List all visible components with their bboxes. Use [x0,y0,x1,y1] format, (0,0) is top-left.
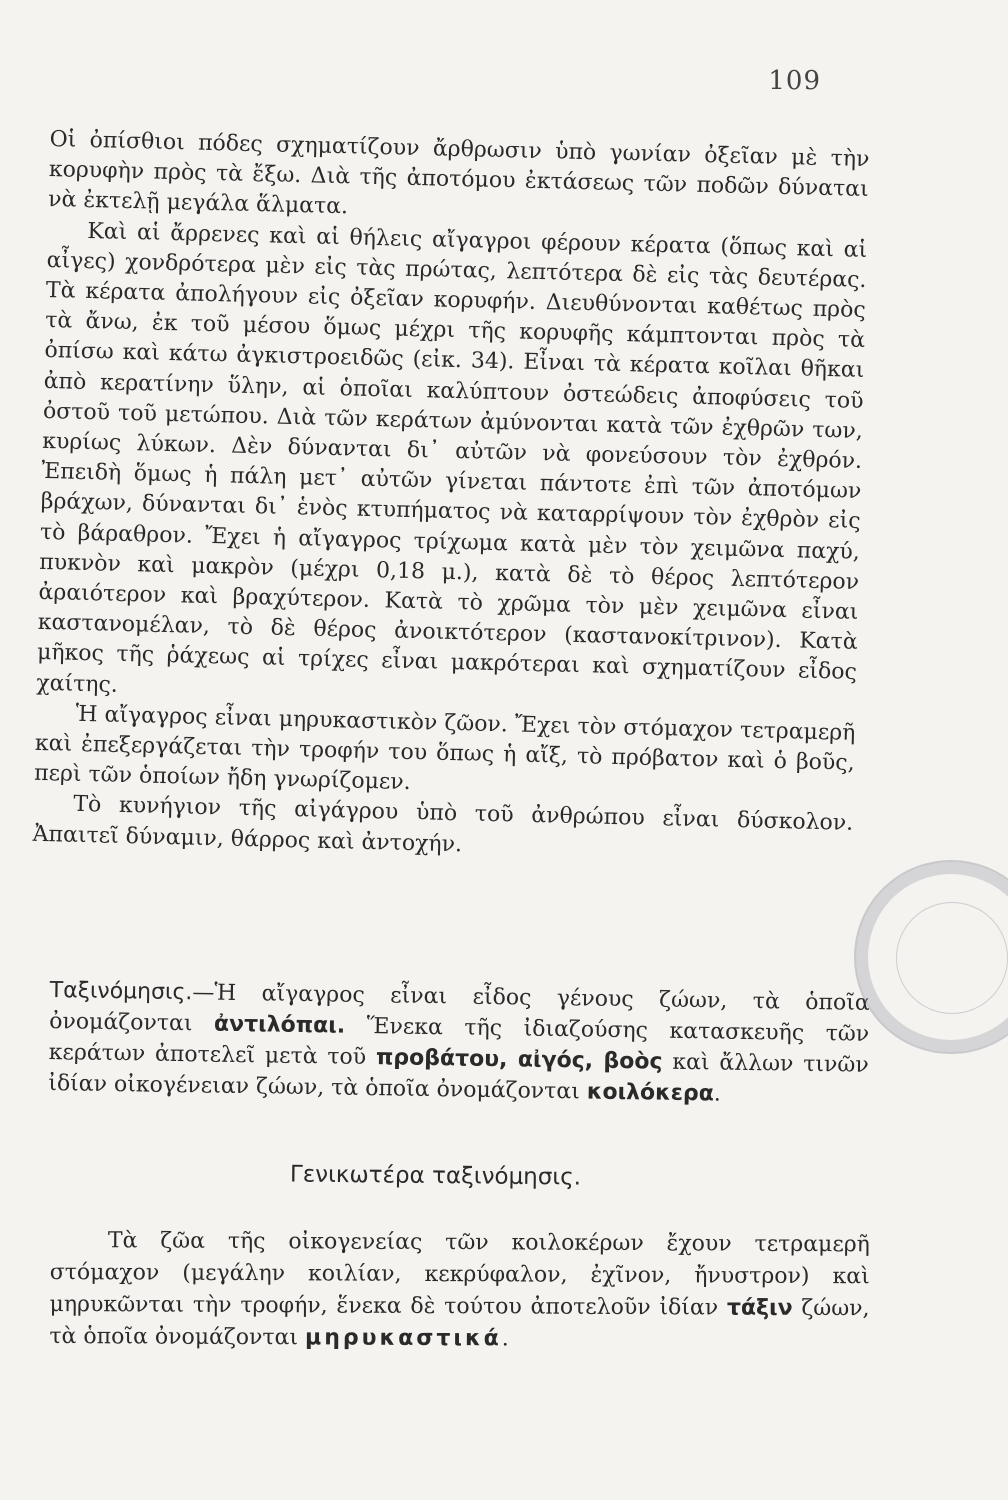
taxonomy-text-4: . [713,1081,722,1107]
term-antilopai: ἀντιλόπαι. [213,1011,346,1039]
taxonomy-block [48,975,870,1112]
taxonomy-text-3: καὶ ἄλλων τινῶν ἰδίαν οἰκογένειαν ζώων, τὰ ὁποῖα ὀνομάζονται [48,1049,869,1105]
general-text-3: . [501,1326,509,1352]
paragraph-horns: Καὶ αἱ ἄρρενες καὶ αἱ θήλεις αἴγαγροι φέρουν κέρατα (ὅπως καὶ αἱ αἶγες) χονδρότερα μὲν εἰς τὰς πρώτας, λεπτότερα δὲ εἰς τὰς δευτέρας. Τὰ κέρατα ἀπολήγουν εἰς ὀξεῖαν κορυφήν. Διευθύνονται καθέτως πρὸς τὰ ἄνω, ἐκ τοῦ μέσου ὅμως μέχρι τῆς κορυφῆς κάμπτονται πρὸς τὰ ὀπίσω καὶ κάτω ἀγκιστροειδῶς (εἰκ. 34). Εἶναι τὰ κέρατα κοῖλαι θῆκαι ἀπὸ κερατίνην ὕλην, αἱ ὁποῖαι καλύπτουν ὀστεώδεις ἀποφύσεις τοῦ ὀστοῦ τοῦ μετώπου. Διὰ τῶν κεράτων ἀμύνονται κατὰ τῶν ἐχθρῶν των, κυρίως λύκων. Δὲν δύνανται δι᾿ αὐτῶν νὰ φονεύσουν τὸν ἐχθρόν. Ἐπειδὴ ὅμως ἡ πάλη μετ᾿ αὐτῶν γίνεται πάντοτε ἐπὶ τῶν ἀποτόμων βράχων, δύνανται δι᾿ ἑνὸς κτυπήματος νὰ καταρρίψουν τὸν ἐχθρὸν εἰς τὸ βάραθρον. Ἔχει ἡ αἴγαγρος τρίχωμα κατὰ μὲν τὸν χειμῶνα παχύ, πυκνὸν καὶ μακρὸν (μέχρι 0,18 μ.), κατὰ δὲ τὸ θέρος λεπτότερον ἀραιότερον καὶ βραχύτερον. Κατὰ τὸ χρῶμα τὸν μὲν χειμῶνα εἶναι καστανομέλαν, τὸ δὲ θέρος ἀνοικτότερον (καστανοκίτρινον). Κατὰ μῆκος τῆς ῥάχεως αἱ τρίχες εἶναι μακρότεραι καὶ σχηματίζουν εἶδος χαίτης. [36,218,868,698]
term-koilokera: κοιλόκερα [586,1079,715,1107]
section-title: Γενικωτέρα ταξινόμησις. [289,1161,582,1191]
paragraph-ruminant: Ἡ αἴγαγρος εἶναι μηρυκαστικὸν ζῶον. Ἔχει τὸν στόμαχον τετραμερῆ καὶ ἐπεξεργάζεται τὴν τροφήν του ὅπως ἡ αἴξ, τὸ πρόβατον καὶ ὁ βοῦς, περὶ τῶν ὁποίων ἤδη γνωρίζομεν. [33,701,856,796]
stamp-inner-ring-icon [896,902,1008,1014]
taxonomy-text-2: Ἕνεκα τῆς ἰδιαζούσης κατασκευῆς τῶν κεράτων ἀποτελεῖ μετὰ τοῦ [48,1013,870,1071]
general-text-1: Τὰ ζῶα τῆς οἰκογενείας τῶν κοιλοκέρων ἔχουν τετραμερῆ στόμαχον (μεγάλην κοιλίαν, κεκρύφαλον, ἐχῖνον, ἤνυστρον) καὶ μηρυκῶνται τὴν τροφήν, ἕνεκα δὲ τούτου ἀποτελοῦν ἰδίαν [49,1228,870,1321]
taxonomy-text-1: —Ἡ αἴγαγρος εἶναι εἶδος γένους ζώων, τὰ ὁποῖα ὀνομάζονται [49,980,870,1037]
taxonomy-paragraph [48,975,870,1112]
main-text-block [32,125,869,870]
term-mirykastika: μηρυκαστικά [305,1325,502,1352]
taxonomy-heading: Ταξινόμησις. [49,977,193,1006]
library-stamp-icon [854,860,1008,1054]
term-probatou: προβάτου, αἰγός, βοὸς [375,1045,663,1075]
general-text-2: ζώων, τὰ ὁποῖα ὀνομάζονται [49,1295,870,1351]
general-taxonomy-block [49,1225,870,1357]
paragraph-hunting: Τὸ κυνήγιον τῆς αἰγάγρου ὑπὸ τοῦ ἀνθρώπου εἶναι δύσκολον. Ἀπαιτεῖ δύναμιν, θάρρος καὶ ἀντοχήν. [32,792,854,857]
term-taxin: τάξιν [726,1295,793,1321]
general-taxonomy-paragraph [49,1225,870,1357]
page-number: 109 [768,66,821,96]
paragraph-hind-legs: Οἱ ὀπίσθιοι πόδες σχηματίζουν ἄρθρωσιν ὑπὸ γωνίαν ὀξεῖαν μὲ τὴν κορυφὴν πρὸς τὰ ἔξω. Διὰ τῆς ἀποτόμου ἐκτάσεως τῶν ποδῶν δύναται νὰ ἐκτελῇ μεγάλα ἅλματα. [47,126,870,220]
